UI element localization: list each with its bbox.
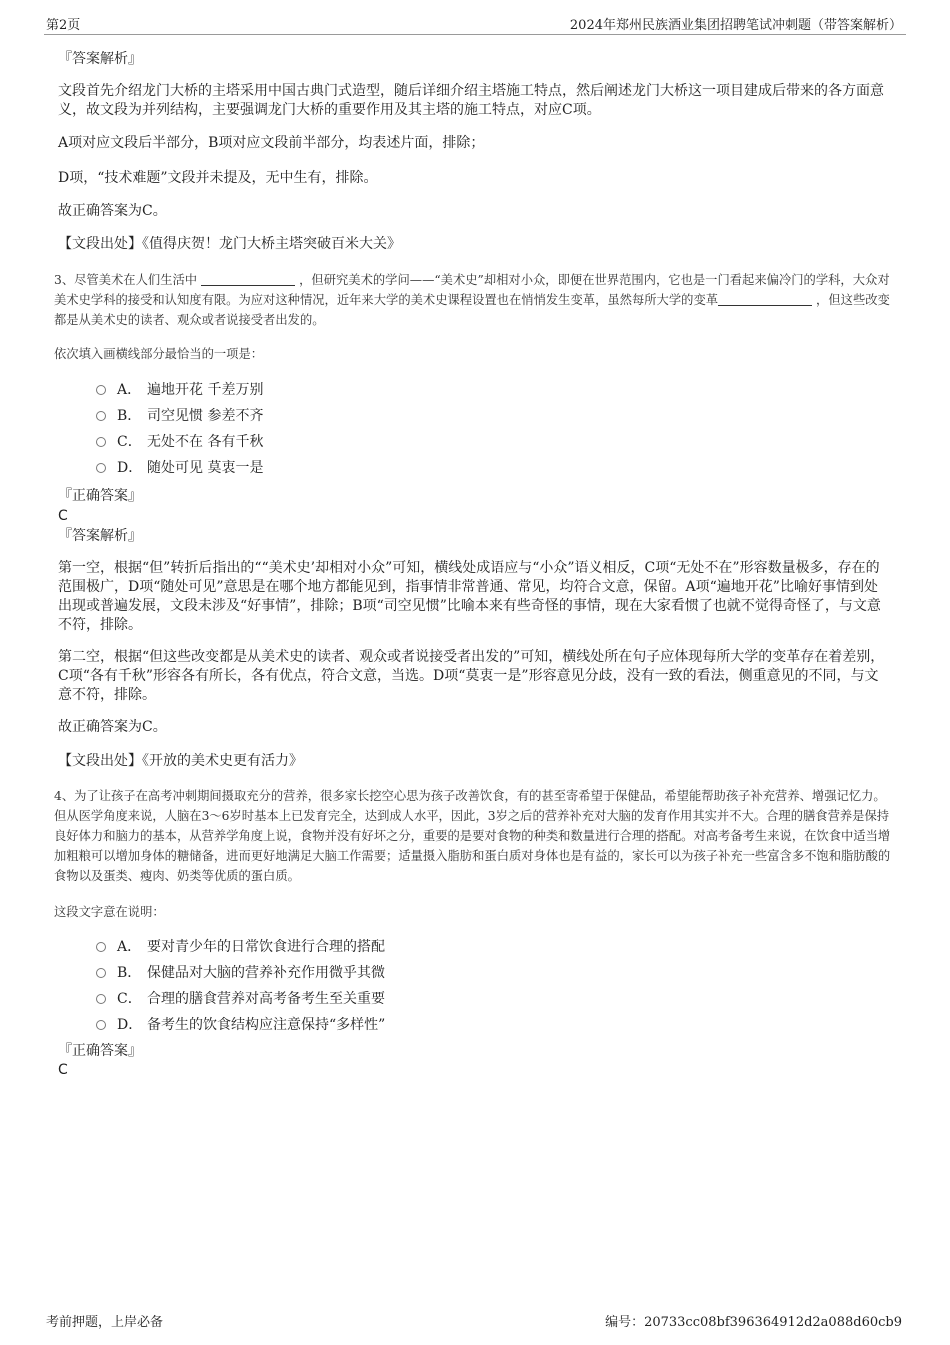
source-citation: 【文段出处】《开放的美术史更有活力》 (58, 753, 303, 769)
blank-line (718, 293, 812, 306)
page-number: 第2页 (46, 18, 81, 33)
answer-analysis-label: 『答案解析』 (58, 528, 142, 544)
option-c[interactable]: C． 合理的膳食营养对高考备考生至关重要 (96, 988, 385, 1008)
document-title: 2024年郑州民族酒业集团招聘笔试冲刺题（带答案解析） (569, 18, 902, 33)
question-text: ，但这些改变都是从美术史的读者、观众或者说接受者出发的。 (54, 293, 890, 327)
correct-answer-label: 『正确答案』 (58, 1043, 142, 1059)
radio-icon[interactable] (96, 994, 106, 1004)
option-d[interactable]: D． 备考生的饮食结构应注意保持“多样性” (96, 1014, 385, 1034)
question-3-stem (54, 270, 894, 330)
radio-icon[interactable] (96, 385, 106, 395)
analysis-paragraph: 文段首先介绍龙门大桥的主塔采用中国古典门式造型，随后详细介绍主塔施工特点，然后阐述龙门大桥这一项目建成后带来的各方面意义，故文段为并列结构，主要强调龙门大桥的重要作用及其主塔的施工特点，对应C项。 (58, 83, 884, 118)
correct-answer-label: 『正确答案』 (58, 488, 142, 504)
option-b[interactable]: B． 保健品对大脑的营养补充作用微乎其微 (96, 962, 385, 982)
question-prompt: 这段文字意在说明： (54, 905, 165, 919)
question-4-stem: 4、为了让孩子在高考冲刺期间摄取充分的营养，很多家长挖空心思为孩子改善饮食，有的甚至寄希望于保健品，希望能帮助孩子补充营养、增强记忆力。但从医学角度来说，人脑在3～6岁时基本上已发育完全，达到成人水平，因此，3岁之后的营养补充对大脑的发育作用其实并不大。合理的膳食营养是保持良好体力和脑力的基本，从营养学角度上说，食物并没有好坏之分，重要的是要对食物的种类和数量进行合理的搭配。对高考备考生来说，在饮食中适当增加粗粮可以增加身体的糖储备，进而更好地满足大脑工作需要；适量摄入脂肪和蛋白质对身体也是有益的，家长可以为孩子补充一些富含多不饱和脂肪酸的食物以及蛋类、瘦肉、奶类等优质的蛋白质。 (54, 789, 891, 883)
question-text: 3、尽管美术在人们生活中 (54, 273, 198, 287)
document-id: 编号：20733cc08bf396364912d2a088d60cb9 (605, 1315, 902, 1330)
option-c[interactable]: C． 无处不在 各有千秋 (96, 431, 263, 451)
question-prompt: 依次填入画横线部分最恰当的一项是： (54, 347, 264, 361)
option-a[interactable]: A． 要对青少年的日常饮食进行合理的搭配 (96, 936, 385, 956)
answer-analysis-label: 『答案解析』 (58, 51, 142, 67)
radio-icon[interactable] (96, 968, 106, 978)
conclusion-paragraph: 故正确答案为C。 (58, 719, 167, 735)
radio-icon[interactable] (96, 411, 106, 421)
option-a[interactable]: A． 遍地开花 千差万别 (96, 379, 263, 399)
analysis-paragraph: 第一空，根据“但”转折后指出的““美术史’却相对小众”可知，横线处成语应与“小众”语义相反，C项“无处不在”形容数量极多，存在的范围极广，D项“随处可见”意思是在哪个地方都能见到，指事情非常普通、常见，均符合文意，保留。A项“遍地开花”比喻好事情到处出现或普遍发展，文段未涉及“好事情”，排除；B项“司空见惯”比喻本来有些奇怪的事情，现在大家看惯了也就不觉得奇怪了，与文意不符，排除。 (58, 560, 881, 633)
correct-answer: C (58, 1062, 68, 1078)
page-header (44, 12, 906, 35)
analysis-paragraph: 第二空，根据“但这些改变都是从美术史的读者、观众或者说接受者出发的”可知，横线处所在句子应体现每所大学的变革存在着差别，C项“各有千秋”形容各有所长，各有优点，符合文意，当选。D项“莫衷一是”形容意见分歧，没有一致的看法，侧重意见的不同，与文意不符，排除。 (58, 649, 885, 703)
analysis-paragraph: D项，“技术难题”文段并未提及，无中生有，排除。 (58, 170, 378, 186)
option-b[interactable]: B． 司空见惯 参差不齐 (96, 405, 263, 425)
question-text: ，但研究美术的学问——“美术史”却相对小众，即便在世界范围内，它也是一门看起来偏冷门的学科，大众对美术史学科的接受和认知度有限。为应对这种情况，近年来大学的美术史课程设置也在悄悄发生变革，虽然每所大学的变革 (54, 273, 890, 307)
blank-line (201, 273, 295, 286)
radio-icon[interactable] (96, 463, 106, 473)
radio-icon[interactable] (96, 942, 106, 952)
radio-icon[interactable] (96, 437, 106, 447)
option-d[interactable]: D． 随处可见 莫衷一是 (96, 457, 263, 477)
source-citation: 【文段出处】《值得庆贺！龙门大桥主塔突破百米大关》 (58, 236, 401, 252)
conclusion-paragraph: 故正确答案为C。 (58, 203, 167, 219)
correct-answer: C (58, 508, 68, 524)
analysis-paragraph: A项对应文段后半部分，B项对应文段前半部分，均表述片面，排除； (58, 135, 485, 151)
footer-slogan: 考前押题，上岸必备 (46, 1315, 164, 1330)
radio-icon[interactable] (96, 1020, 106, 1030)
